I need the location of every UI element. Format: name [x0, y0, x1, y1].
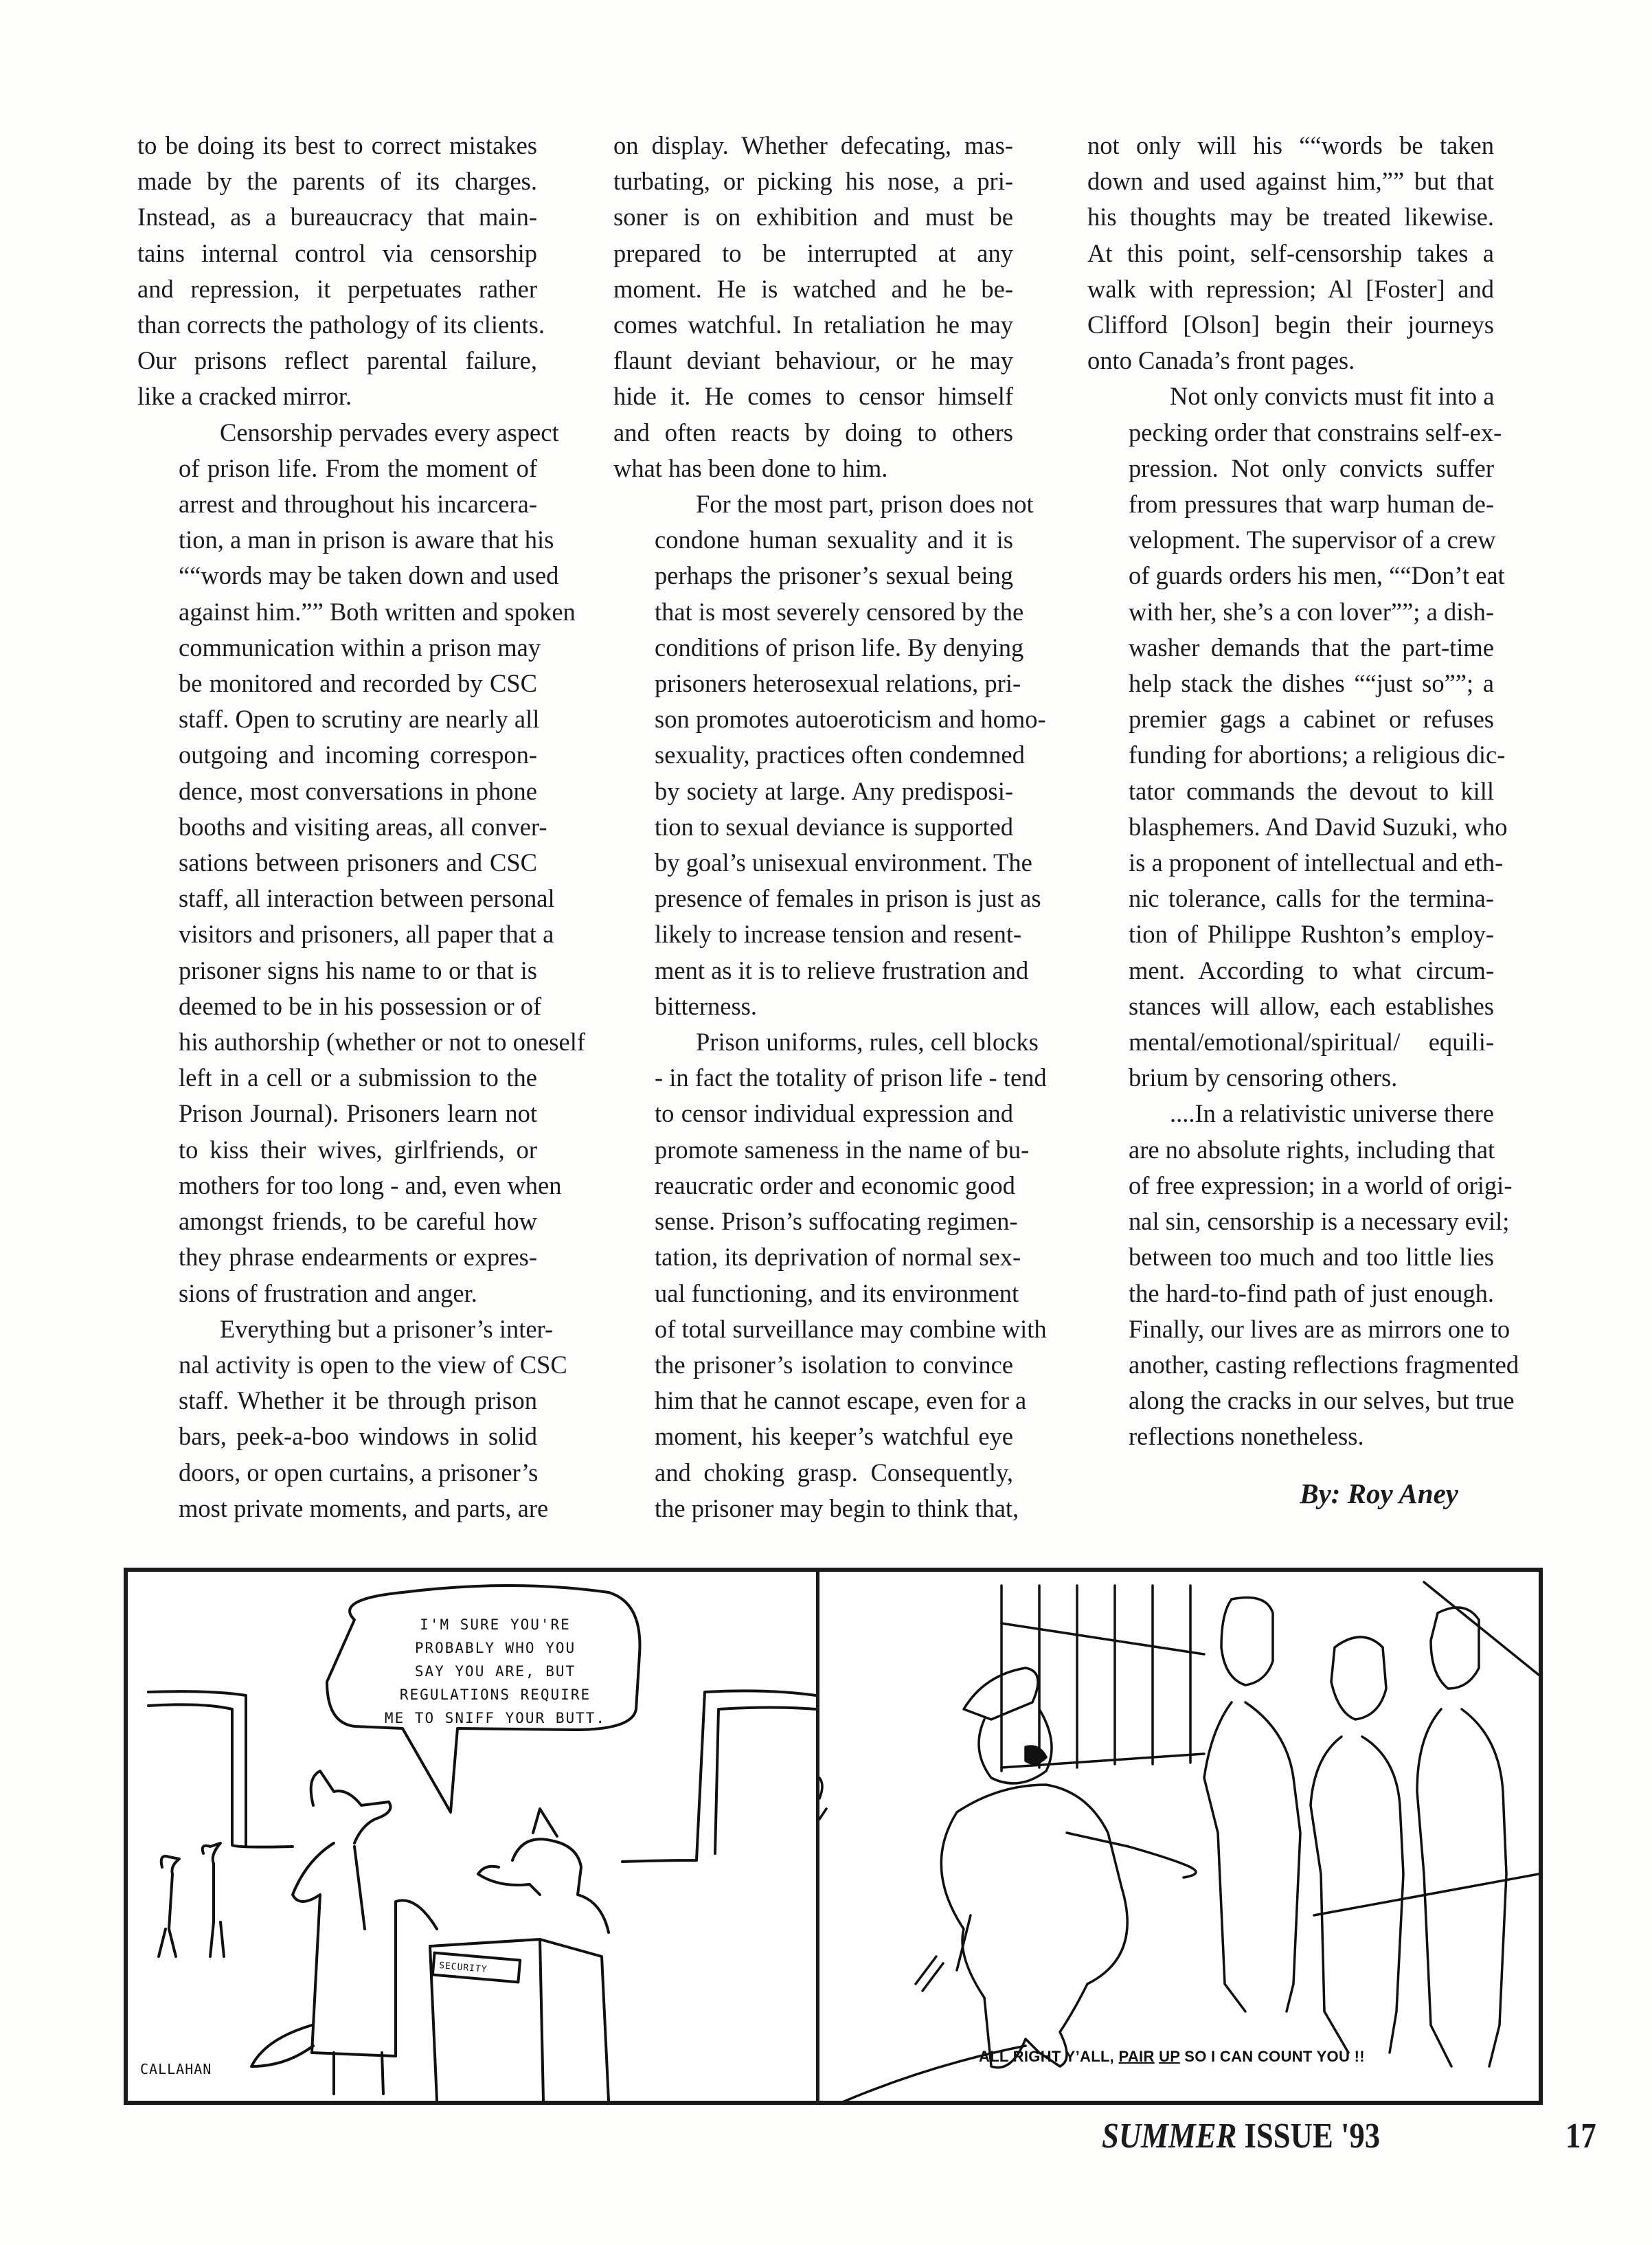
article-line: washer demands that the part-time — [1129, 633, 1494, 662]
article-line: sations between prisoners and CSC — [179, 848, 537, 877]
article-column-1 — [137, 128, 585, 1526]
article-line: sions of frustration and anger. — [179, 1278, 477, 1307]
article-line: Prison Journal). Prisoners learn not — [179, 1099, 537, 1128]
cell-bars — [1002, 1586, 1190, 1771]
wall-line — [715, 1708, 816, 1854]
speech-bubble-text — [334, 1613, 657, 1730]
article-line: staff. Whether it be through prison — [179, 1386, 537, 1415]
speech-line: ME TO SNIFF YOUR BUTT. — [384, 1710, 607, 1726]
article-line: ....In a relativistic universe there — [1170, 1099, 1494, 1128]
article-line: mothers for too long - and, even when — [179, 1171, 562, 1199]
article-line: bitterness. — [655, 991, 758, 1020]
article-line: Censorship pervades every aspect — [220, 418, 559, 447]
article-line: prisoner signs his name to or that is — [179, 956, 537, 984]
visitor-dog-legs — [334, 2053, 383, 2094]
visitor-dog-tie — [354, 1847, 365, 1929]
article-line: staff, all interaction between personal — [179, 884, 555, 913]
caption-part: ALL RIGHT Y’ALL, — [979, 2048, 1119, 2065]
guard-clipboard — [916, 1956, 943, 1991]
article-line: likely to increase tension and resent- — [655, 920, 1022, 949]
footer-issue-season: SUMMER — [1102, 2117, 1237, 2156]
article-line: than corrects the pathology of its clients. — [137, 311, 545, 339]
article-line: tation, its deprivation of normal sex- — [655, 1243, 1021, 1272]
article-line: velopment. The supervisor of a crew — [1129, 526, 1496, 554]
article-line: deemed to be in his possession or of — [179, 991, 542, 1020]
article-line: not only will his ““words be taken — [1087, 131, 1494, 159]
caption-part: SO I CAN COUNT YOU !! — [1179, 2048, 1365, 2065]
article-line: hide it. He comes to censor himself — [613, 382, 1013, 411]
article-line: Clifford [Olson] begin their journeys — [1087, 311, 1494, 339]
guard-mouth — [1026, 1746, 1046, 1763]
article-line: amongst friends, to be careful how — [179, 1207, 537, 1236]
article-line: blasphemers. And David Suzuki, who — [1129, 812, 1508, 841]
article-line: reaucratic order and economic good — [655, 1171, 1015, 1199]
article-paragraph — [613, 128, 1013, 486]
article-line: booths and visiting areas, all conver- — [179, 812, 547, 841]
small-bird — [159, 1856, 179, 1956]
cartoon-frame — [124, 1568, 1543, 2105]
article-line: of prison life. From the moment of — [179, 453, 537, 482]
prisoner-body — [1311, 1737, 1403, 2053]
article-line: to kiss their wives, girlfriends, or — [179, 1135, 537, 1164]
security-dog-cap — [533, 1809, 557, 1836]
article-line: made by the parents of its charges. — [137, 167, 537, 196]
article-paragraph — [137, 1311, 567, 1526]
article-line: down and used against him,”” but that — [1087, 167, 1494, 196]
article-line: ual functioning, and its environment — [655, 1278, 1019, 1307]
article-line: flaunt deviant behaviour, or he may — [613, 346, 1013, 375]
article-line: reflections nonetheless. — [1129, 1422, 1364, 1451]
wall-line — [1424, 1582, 1539, 1675]
caption-underlined-up: UP — [1159, 2048, 1180, 2065]
article-line: pecking order that constrains self-ex- — [1129, 418, 1502, 447]
article-line: his thoughts may be treated likewise. — [1087, 203, 1494, 232]
article-line: arrest and throughout his incarcera- — [179, 490, 537, 519]
article-line: another, casting reflections fragmented — [1129, 1350, 1519, 1379]
article-line: the hard-to-find path of just enough. — [1129, 1278, 1494, 1307]
article-line: him that he cannot escape, even for a — [655, 1386, 1027, 1415]
article-line: from pressures that warp human de- — [1129, 490, 1494, 519]
article-line: Finally, our lives are as mirrors one to — [1129, 1314, 1510, 1343]
wall-line — [148, 1704, 293, 1847]
article-line: ment as it is to relieve frustration and — [655, 956, 1029, 984]
prisoner-body — [1204, 1702, 1300, 2011]
speech-line: I'M SURE YOU'RE — [420, 1616, 571, 1633]
article-line: Our prisons reflect parental failure, — [137, 346, 537, 375]
article-line: with her, she’s a con lover””; a dish- — [1129, 597, 1494, 626]
guard-pointing-arm — [1067, 1833, 1196, 1877]
article-line: like a cracked mirror. — [137, 382, 352, 411]
caption-underlined-pair: PAIR — [1118, 2048, 1155, 2065]
wall-line — [819, 1778, 826, 1819]
article-line: moment. He is watched and he be- — [613, 274, 1013, 303]
footer-issue-title — [1102, 2116, 1380, 2156]
article-line: comes watchful. In retaliation he may — [613, 311, 1013, 339]
article-line: nal activity is open to the view of CSC — [179, 1350, 567, 1379]
prisoner-head — [1331, 1637, 1386, 1719]
small-bird — [203, 1843, 224, 1956]
article-line: tator commands the devout to kill — [1129, 776, 1494, 805]
article-line: turbating, or picking his nose, a pri- — [613, 167, 1013, 196]
article-line: help stack the dishes ““just so””; a — [1129, 669, 1494, 698]
speech-line: SAY YOU ARE, BUT — [414, 1663, 576, 1680]
article-line: of total surveillance may combine with — [655, 1314, 1047, 1343]
article-line: to censor individual expression and — [655, 1099, 1013, 1128]
cartoon-drawing-guard-prisoners — [819, 1572, 1539, 2101]
page-number: 17 — [1565, 2117, 1596, 2156]
cartoon-panel-guard-count — [819, 1572, 1539, 2101]
article-line: prisoners heterosexual relations, pri- — [655, 669, 1021, 698]
speech-line: REGULATIONS REQUIRE — [399, 1686, 591, 1703]
article-line: sexuality, practices often condemned — [655, 741, 1025, 769]
article-line: and repression, it perpetuates rather — [137, 274, 537, 303]
article-paragraph — [137, 415, 585, 1311]
article-line: of free expression; in a world of origi- — [1129, 1171, 1513, 1199]
footer-issue-rest: ISSUE '93 — [1236, 2117, 1381, 2156]
security-desk — [540, 1939, 543, 2101]
article-line: is a proponent of intellectual and eth- — [1129, 848, 1504, 877]
speech-line: PROBABLY WHO YOU — [414, 1640, 576, 1656]
article-column-3 — [1087, 128, 1519, 1455]
article-paragraph — [137, 128, 545, 415]
article-line: be monitored and recorded by CSC — [179, 669, 537, 698]
article-line: to be doing its best to correct mistakes — [137, 131, 537, 159]
article-line: his authorship (whether or not to oneself — [179, 1028, 585, 1057]
article-line: tion, a man in prison is aware that his — [179, 526, 554, 554]
cartoonist-signature: CALLAHAN — [140, 2061, 212, 2077]
article-line: promote sameness in the name of bu- — [655, 1135, 1030, 1164]
article-line: stances will allow, each establishes — [1129, 991, 1494, 1020]
security-dog-snout — [478, 1866, 540, 1895]
article-column-2 — [613, 128, 1047, 1526]
article-line: For the most part, prison does not — [696, 490, 1034, 519]
article-line: presence of females in prison is just as — [655, 884, 1041, 913]
article-line: funding for abortions; a religious dic- — [1129, 741, 1506, 769]
article-line: outgoing and incoming correspon- — [179, 741, 537, 769]
article-line: by goal’s unisexual environment. The — [655, 848, 1032, 877]
article-line: Prison uniforms, rules, cell blocks — [696, 1028, 1039, 1057]
visitor-dog-coat — [293, 1843, 437, 2056]
article-line: the prisoner’s isolation to convince — [655, 1350, 1013, 1379]
article-line: prepared to be interrupted at any — [613, 238, 1013, 267]
article-line: against him.”” Both written and spoken — [179, 597, 576, 626]
article-line: onto Canada’s front pages. — [1087, 346, 1355, 375]
article-line: At this point, self-censorship takes a — [1087, 238, 1494, 267]
article-line: bars, peek-a-boo windows in solid — [179, 1422, 537, 1451]
article-line: tains internal control via censorship — [137, 238, 537, 267]
article-line: pression. Not only convicts suffer — [1129, 453, 1494, 482]
article-paragraph — [613, 486, 1046, 1024]
article-line: and choking grasp. Consequently, — [655, 1458, 1013, 1487]
article-line: staff. Open to scrutiny are nearly all — [179, 705, 540, 734]
article-line: condone human sexuality and it is — [655, 526, 1013, 554]
article-line: by society at large. Any predisposi- — [655, 776, 1013, 805]
article-line: ““words may be taken down and used — [179, 561, 559, 590]
article-line: brium by censoring others. — [1129, 1063, 1398, 1092]
article-line: visitors and prisoners, all paper that a — [179, 920, 554, 949]
article-line: soner is on exhibition and must be — [613, 203, 1013, 232]
article-line: they phrase endearments or expres- — [179, 1243, 537, 1272]
article-line: on display. Whether defecating, mas- — [613, 131, 1013, 159]
article-line: are no absolute rights, including that — [1129, 1135, 1495, 1164]
article-line: tion to sexual deviance is supported — [655, 812, 1014, 841]
visitor-dog-head — [311, 1771, 391, 1843]
article-line: Instead, as a bureaucracy that main- — [137, 203, 537, 232]
article-paragraph — [1087, 379, 1508, 1096]
article-line: that is most severely censored by the — [655, 597, 1024, 626]
article-line: communication within a prison may — [179, 633, 541, 662]
article-line: left in a cell or a submission to the — [179, 1063, 537, 1092]
article-line: between too much and too little lies — [1129, 1243, 1494, 1272]
guard-head — [979, 1709, 1052, 1783]
article-line: son promotes autoeroticism and homo- — [655, 705, 1046, 734]
article-line: mental/emotional/spiritual/ equili- — [1129, 1028, 1494, 1057]
article-line: dence, most conversations in phone — [179, 776, 537, 805]
guard-body — [941, 1785, 1127, 2068]
article-line: most private moments, and parts, are — [179, 1493, 549, 1522]
article-line: Everything but a prisoner’s inter- — [220, 1314, 554, 1343]
article-paragraph — [613, 1024, 1047, 1526]
article-line: and often reacts by doing to others — [613, 418, 1013, 447]
article-line: tion of Philippe Rushton’s employ- — [1129, 920, 1494, 949]
visitor-dog-tail — [251, 2025, 313, 2066]
article-line: doors, or open curtains, a prisoner’s — [179, 1458, 539, 1487]
cartoon-panel-security-dog — [128, 1572, 816, 2101]
article-line: sense. Prison’s suffocating regimen- — [655, 1207, 1018, 1236]
article-line: the prisoner may begin to think that, — [655, 1493, 1019, 1522]
article-byline: By: Roy Aney — [1300, 1478, 1458, 1509]
cartoon-caption — [979, 2048, 1365, 2066]
article-line: ment. According to what circum- — [1129, 956, 1494, 984]
article-paragraph — [1087, 1096, 1519, 1454]
article-line: perhaps the prisoner’s sexual being — [655, 561, 1013, 590]
security-sign-label: SECURITY — [438, 1960, 488, 1976]
article-line: nic tolerance, calls for the termina- — [1129, 884, 1494, 913]
article-line: conditions of prison life. By denying — [655, 633, 1024, 662]
article-paragraph — [1087, 128, 1494, 379]
article-line: along the cracks in our selves, but true — [1129, 1386, 1515, 1415]
article-line: - in fact the totality of prison life - tend — [655, 1063, 1047, 1092]
article-line: nal sin, censorship is a necessary evil; — [1129, 1207, 1510, 1236]
article-line: what has been done to him. — [613, 453, 888, 482]
article-line: walk with repression; Al [Foster] and — [1087, 274, 1494, 303]
prisoner-head — [1221, 1598, 1273, 1686]
article-line: Not only convicts must fit into a — [1170, 382, 1495, 411]
article-line: moment, his keeper’s watchful eye — [655, 1422, 1013, 1451]
article-line: of guards orders his men, ““Don’t eat — [1129, 561, 1505, 590]
article-line: premier gags a cabinet or refuses — [1129, 705, 1494, 734]
